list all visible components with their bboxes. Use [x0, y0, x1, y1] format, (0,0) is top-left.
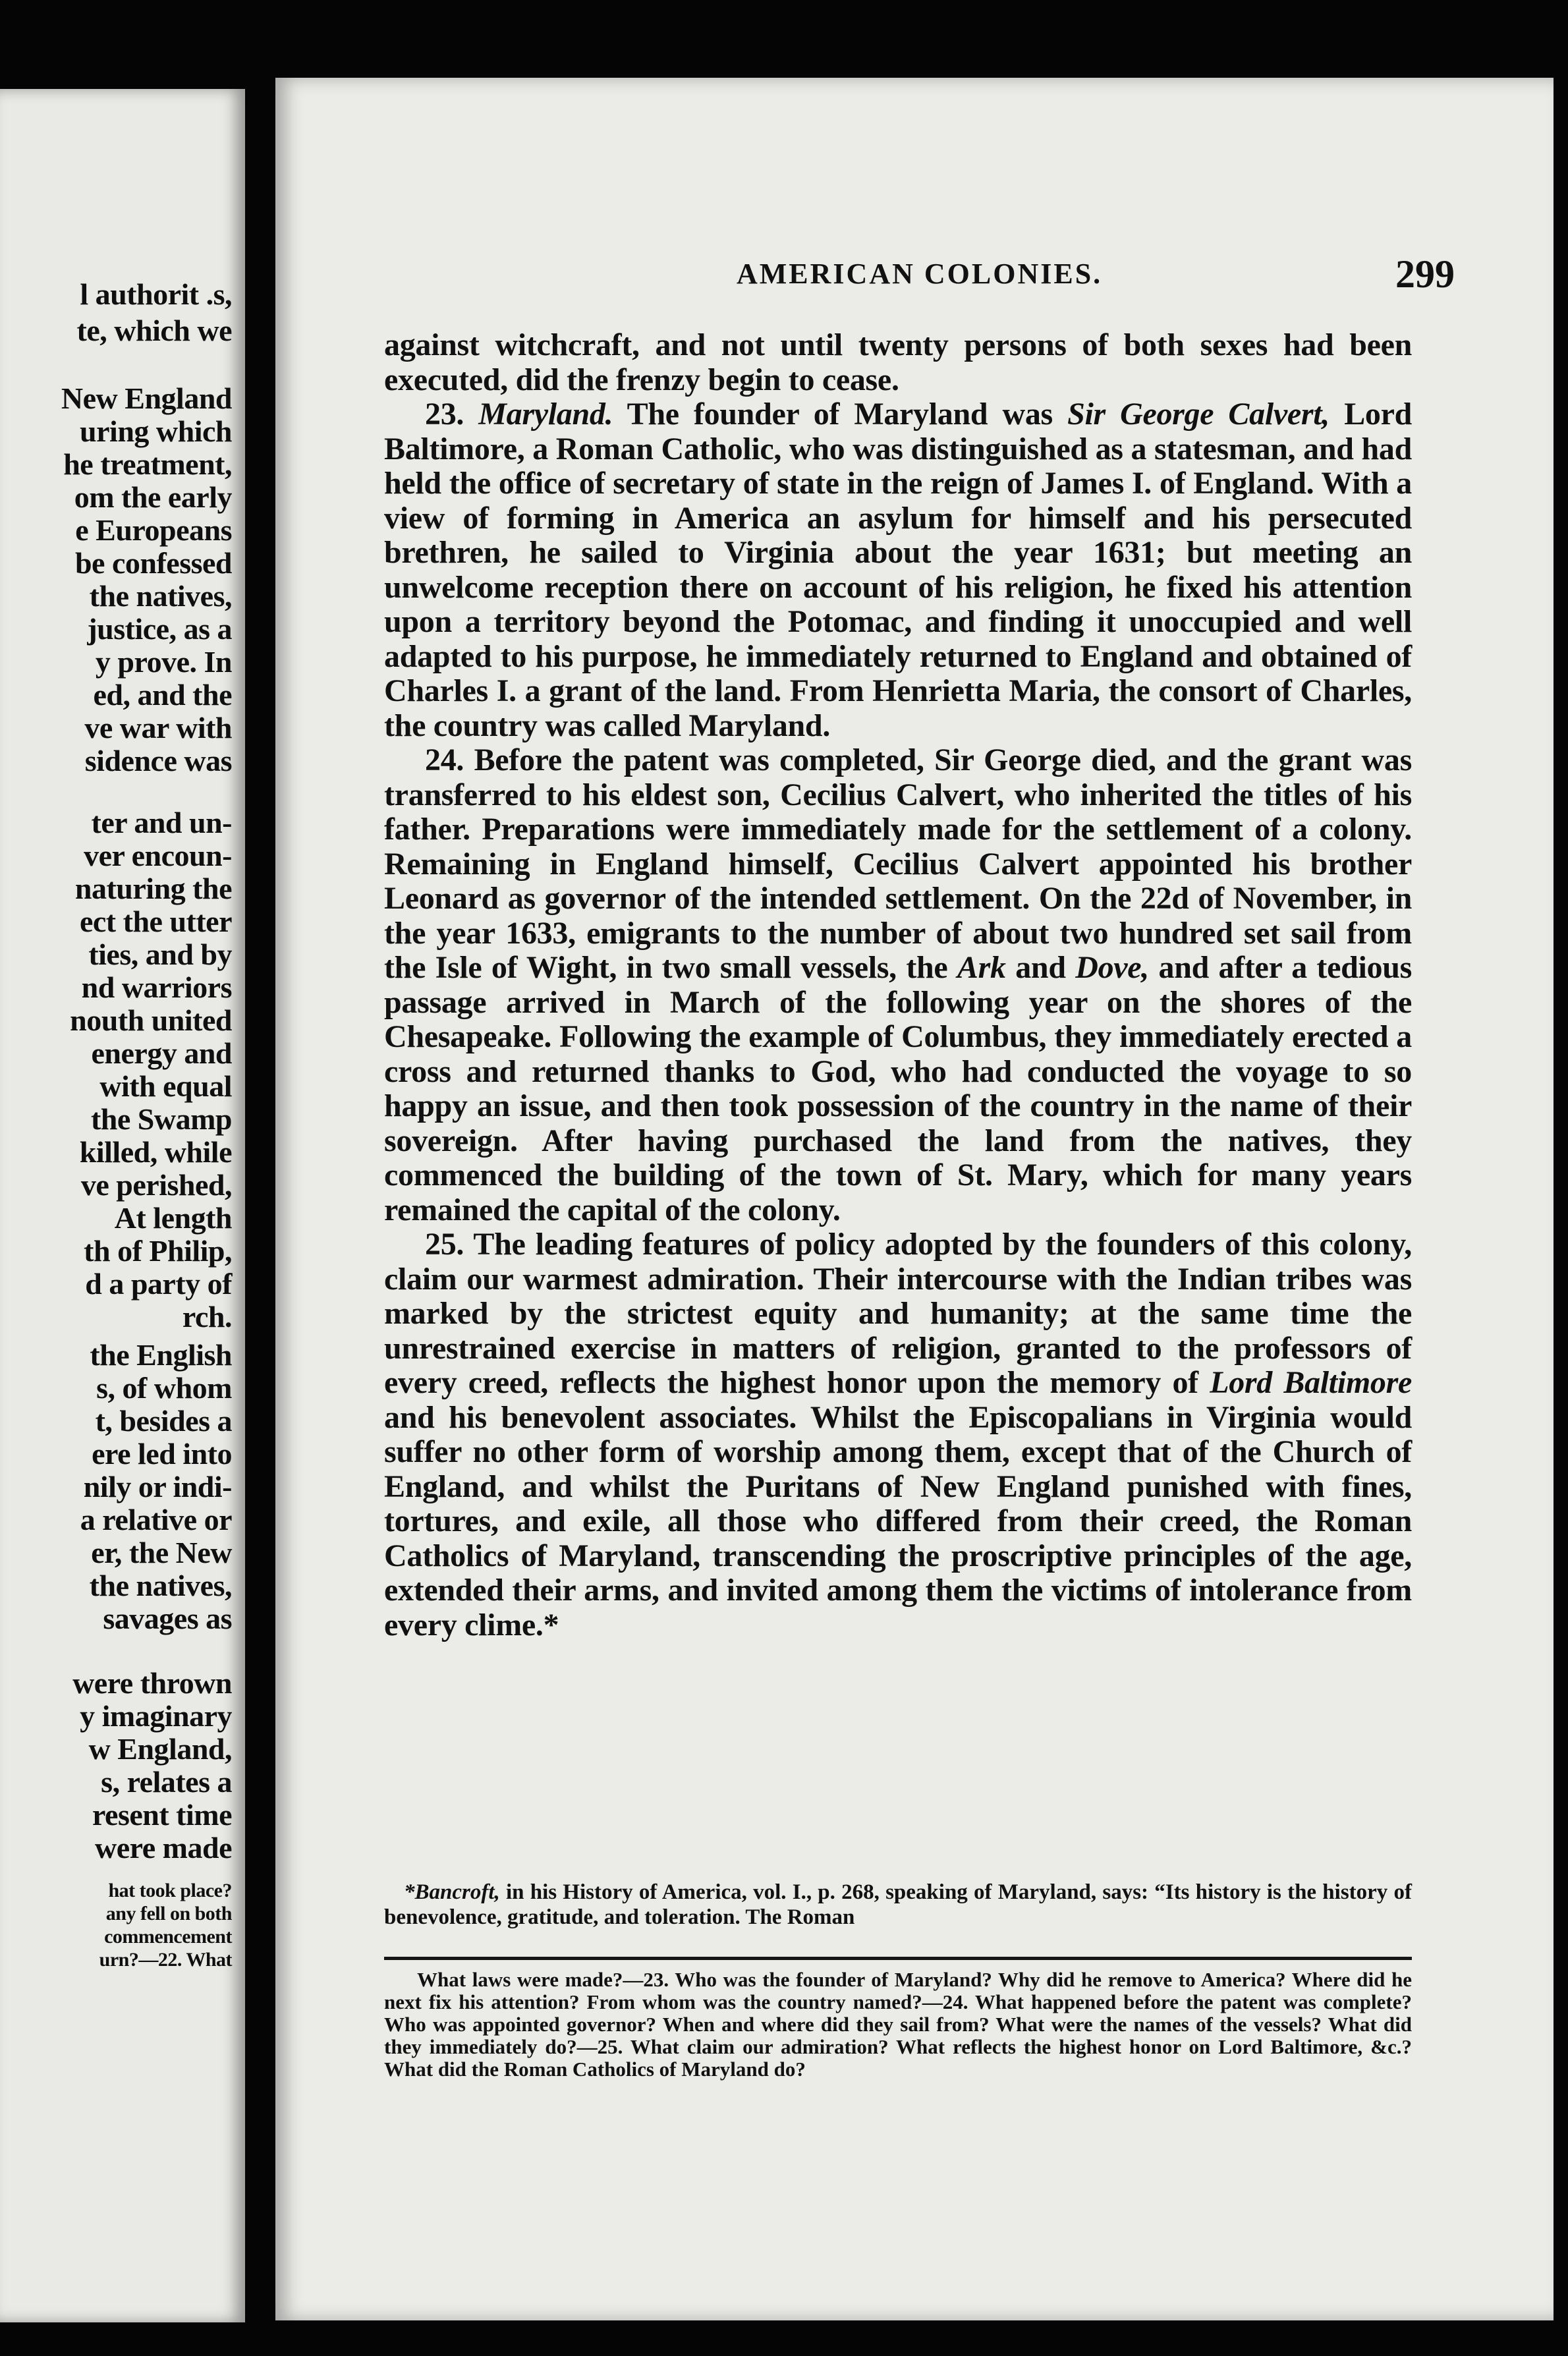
left-page-line: commencement — [104, 1926, 232, 1948]
left-page-line: ect the utter — [79, 905, 232, 938]
left-page-line: hat took place? — [108, 1880, 232, 1901]
left-page-line: nily or indi- — [83, 1470, 232, 1503]
left-page-line: w England, — [88, 1732, 232, 1766]
left-page-line: ter and un- — [91, 806, 232, 839]
left-page-line: a relative or — [80, 1503, 232, 1536]
left-page-line: the natives, — [89, 1569, 232, 1602]
left-page-line: uring which — [80, 414, 232, 448]
left-facing-page — [0, 89, 245, 2322]
vessel-name-ark: Ark — [957, 950, 1006, 985]
left-page-line: om the early — [74, 480, 232, 514]
paragraph-text: and after a tedious passage arrived in March of the following year on the shores of the Chesapeake. Following the example of Columbus, they immediately erected a cross and returned thanks to God, who had conducted the voyage to so happy an issue, and then took possession of the country in the name of their sovereign. After having purchased the land from the natives, they commenced the building of the town of St. Mary, which for many years remained the capital of the colony. — [384, 950, 1412, 1227]
vessel-name-dove: Dove, — [1075, 950, 1149, 985]
left-page-line: be confessed — [74, 546, 232, 580]
paragraph-witchcraft: against witchcraft, and not until twenty persons of both sexes had been executed, did the frenzy begin to cease. — [384, 327, 1412, 397]
paragraph-24 — [384, 743, 1412, 1227]
paragraph-text: 24. Before the patent was completed, Sir George died, and the grant was transferred to his eldest son, Cecilius Calvert, who inherited the titles of his father. Preparations were immediately made for the settlement of a colony. Remaining in England himself, Cecilius Calvert appointed his brother Leonard as governor of the intended settlement. On the 22d of November, in the year 1633, emigrants to the number of about two hundred set sail from the Isle of Wight, in two small vessels, the — [384, 743, 1412, 985]
left-page-line: th of Philip, — [84, 1234, 232, 1268]
left-page-line: killed, while — [79, 1135, 232, 1169]
left-page-line: the English — [90, 1338, 232, 1372]
paragraph-25 — [384, 1227, 1412, 1642]
left-page-line: savages as — [103, 1602, 232, 1635]
left-page-line: any fell on both — [105, 1903, 232, 1924]
left-page-line: ve war with — [84, 711, 232, 744]
page-number: 299 — [1395, 252, 1455, 296]
left-page-line: naturing the — [74, 872, 232, 905]
left-page-line: er, the New — [91, 1536, 232, 1569]
left-page-line: energy and — [91, 1036, 232, 1070]
horizontal-rule — [384, 1957, 1412, 1960]
page-header — [275, 252, 1554, 303]
left-page-line: sidence was — [84, 744, 232, 777]
left-page-line: ties, and by — [88, 938, 232, 971]
left-page-line: were made — [95, 1831, 232, 1865]
left-page-line: justice, as a — [87, 612, 232, 646]
paragraph-text: and — [1015, 950, 1066, 985]
study-questions — [384, 1969, 1412, 2081]
left-page-line: he treatment, — [63, 447, 232, 481]
footnote-text: in his History of America, vol. I., p. 268, speaking of Maryland, says: “Its history is the history of benevolence, gratitude, and toleration. The Roman — [384, 1880, 1413, 1929]
left-page-line: nd warriors — [81, 970, 232, 1004]
left-page-line: were thrown — [72, 1666, 232, 1700]
left-page-line: resent time — [92, 1798, 232, 1832]
left-page-line: s, of whom — [96, 1371, 232, 1405]
founder-name: Sir George Calvert, — [1067, 397, 1330, 432]
left-page-line: urn?—22. What — [99, 1949, 232, 1971]
left-page-line: ed, and the — [93, 678, 232, 712]
left-page-line: rch. — [182, 1300, 232, 1333]
left-page-line: ve perished, — [80, 1168, 232, 1202]
right-page — [275, 78, 1554, 2320]
left-page-line: ere led into — [92, 1437, 232, 1471]
body-text — [384, 328, 1412, 1642]
left-page-line: New England — [61, 381, 232, 415]
section-number: 23. — [425, 397, 464, 432]
left-page-line: l authorit .s, — [80, 277, 232, 311]
footnote-author: *Bancroft, — [404, 1880, 500, 1904]
left-page-line: t, besides a — [95, 1404, 232, 1438]
left-page-line: the Swamp — [90, 1102, 232, 1136]
left-page-line: At length — [114, 1201, 232, 1235]
questions-text: What laws were made?—23. Who was the founder of Maryland? Why did he remove to America? Where did he next fix his attention? From whom was the country named?—24. What happened before the patent was complete? Who was appointed governor? When and where did they sail from? What were the names of the vessels? What did they immediately do?—25. What claim our admiration? What reflects the highest honor on Lord Baltimore, &c.? What did the Roman Catholics of Maryland do? — [384, 1968, 1412, 2081]
left-page-line: nouth united — [70, 1003, 232, 1037]
left-page-line: the natives, — [89, 579, 232, 613]
left-page-line: s, relates a — [101, 1765, 232, 1799]
left-page-line: te, which we — [76, 314, 232, 347]
left-page-line: y imaginary — [80, 1699, 232, 1733]
footnote — [384, 1880, 1412, 1930]
running-head: AMERICAN COLONIES. — [737, 258, 1103, 290]
paragraph-text: Lord Baltimore, a Roman Catholic, who was distinguished as a statesman, and had held the office of secretary of state in the reign of James I. of England. With a view of forming in America an asylum for himself and his persecuted brethren, he sailed to Virginia about the year 1631; but meeting an unwelcome reception there on account of his religion, he fixed his attention upon a territory beyond the Potomac, and finding it unoccupied and well adapted to his purpose, he immediately returned to England and obtained of Charles I. a grant of the land. From Henrietta Maria, the consort of Charles, the country was called Maryland. — [384, 397, 1413, 743]
paragraph-text: and his benevolent associates. Whilst the Episcopalians in Virginia would suffer no other form of worship among them, except that of the Church of England, and whilst the Puritans of New England punished with fines, tortures, and exile, all those who differed from their creed, the Roman Catholics of Maryland, transcending the proscriptive principles of the age, extended their arms, and invited among them the victims of intolerance from every clime.* — [384, 1399, 1412, 1642]
left-page-line: e Europeans — [75, 513, 232, 547]
section-heading: Maryland. — [478, 397, 613, 432]
left-page-line: y prove. In — [95, 645, 232, 679]
left-page-line: d a party of — [85, 1267, 232, 1301]
left-page-line: with equal — [99, 1069, 232, 1103]
paragraph-text: The founder of Maryland was — [627, 397, 1053, 432]
left-page-line: ver encoun- — [84, 839, 232, 872]
lord-baltimore-italic: Lord Baltimore — [1210, 1365, 1412, 1400]
paragraph-text: 25. The leading features of policy adopted by the founders of this colony, claim our warmest admiration. Their intercourse with the Indian tribes was marked by the strictest equity and humanity; at the same time the unrestrained exercise in matters of religion, granted to the professors of every creed, reflects the highest honor upon the memory of — [384, 1227, 1412, 1400]
paragraph-23-maryland — [384, 397, 1412, 743]
